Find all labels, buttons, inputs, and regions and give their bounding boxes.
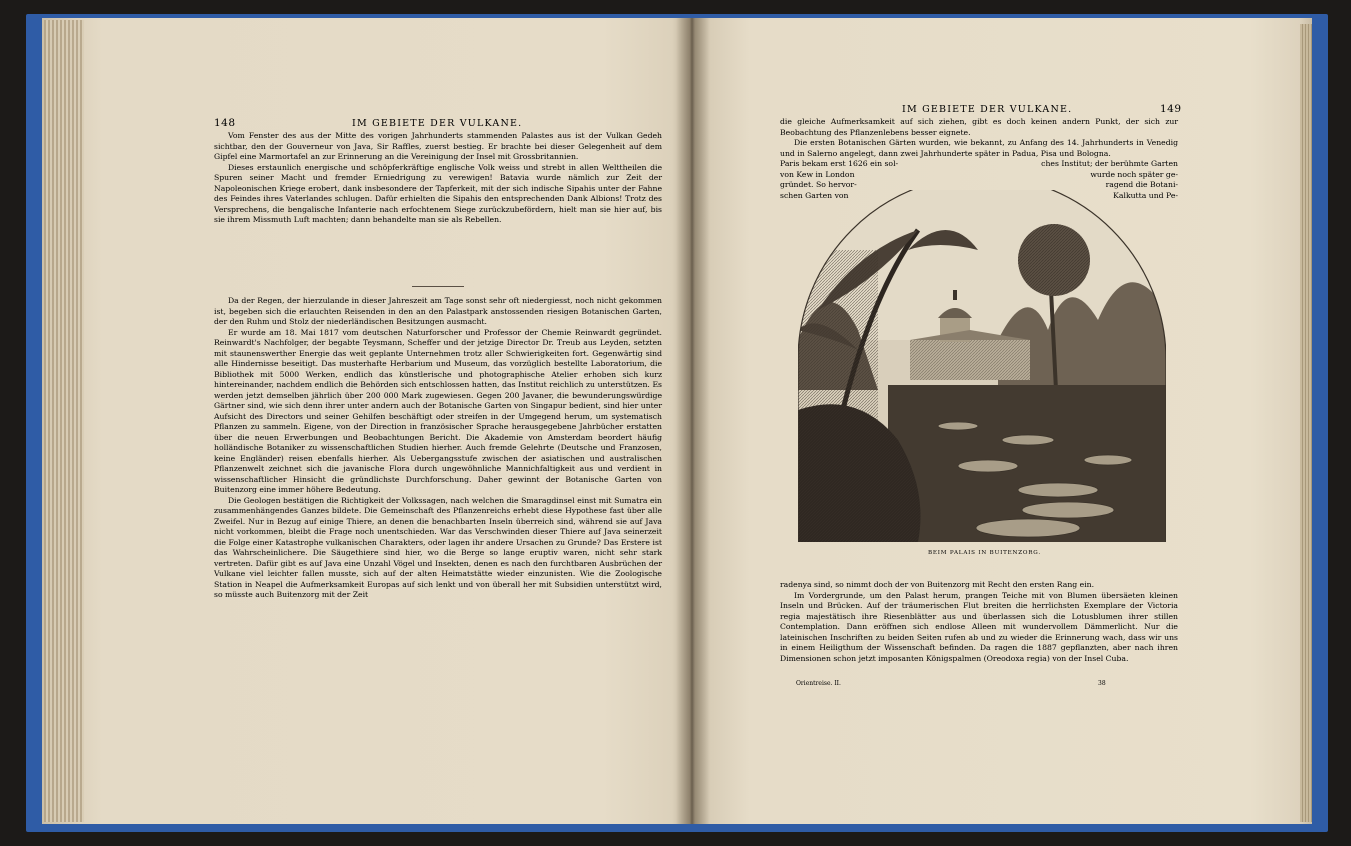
left-text-bottom (214, 296, 662, 601)
paragraph: Im Vordergrunde, um den Palast herum, prangen Teiche mit von Blumen übersäeten kleinen Inseln und Brücken. Auf der träumerischen Flut breiten die herrlichsten Exemplare der Victoria regia majestätisch ihre Riesenblätter aus und überlassen sich die Lotusblumen ihrer stillen Contemplation. Dann eröffnen sich endlose Alleen mit wundervollem Dämmerlicht. Nur die lateinischen Inschriften zu beiden Seiten rufen ab und zu wieder die Erinnerung wach, dass wir uns in einem Heiligthum der Wissenschaft befinden. Da ragen die 1887 gepflanzten, aber nach ihren Dimensionen schon jetzt imposanten Königspalmen (Oreodoxa regia) von der Insel Cuba. (780, 590, 1178, 663)
paragraph: Die Geologen bestätigen die Richtigkeit der Volkssagen, nach welchen die Smaragdinsel einst mit Sumatra ein zusammenhängendes Ganzes bildete. Die Gemeinschaft des Pflanzenreichs erhebt diese Hypothese fast über alle Zweifel. Nur in Bezug auf einige Thiere, an denen die benachbarten Inseln überreich sind, während sie auf Java nicht vorkommen, bleibt die Frage noch unentschieden. War das Verschwinden dieser Thiere auf Java seinerzeit die Folge einer Katastrophe vulkanischen Charakters, oder lagen ihr andere Ursachen zu Grunde? Das Erstere ist das Wahrscheinlichere. Die Säugethiere sind hier, wo die Berge so lange eruptiv waren, nicht sehr stark vertreten. Dafür gibt es auf Java eine Unzahl Vögel und Insekten, denen es nach den furchtbaren Ausbrüchen der Vulkane viel leichter fallen musste, sich auf der alten Heimatstätte wieder einzunisten. Wie die Zoologische Station in Neapel die Aufmerksamkeit Europas auf sich lenkt und von überall her mit Subsidien unterstützt wird, so müsste auch Buitenzorg mit der Zeit (214, 495, 662, 599)
left-page-number: 148 (214, 117, 236, 129)
paragraph: Da der Regen, der hierzulande in dieser Jahreszeit am Tage sonst sehr oft niedergiesst, noch nicht gekommen ist, begeben sich die erlauchten Reisenden in den an den Palastpark anstossenden riesigen Botanischen Garten, der den Ruhm und Stolz der niederländischen Besitzungen ausmacht. (214, 296, 662, 326)
footer-signature: Orientreise. II. (796, 680, 841, 687)
wrap-right: Kalkutta und Pe- (1113, 190, 1178, 200)
paragraph: radenya sind, so nimmt doch der von Buitenzorg mit Recht den ersten Rang ein. (780, 580, 1095, 589)
wrap-left: schen Garten von (780, 190, 849, 200)
page-edges-right (1300, 24, 1312, 822)
right-text-top (780, 117, 1178, 159)
wrap-left: von Kew in London (780, 169, 855, 179)
wrap-left: Paris bekam erst 1626 ein sol- (780, 159, 899, 168)
wrap-right: wurde noch später ge- (1090, 169, 1178, 179)
paragraph: Die ersten Botanischen Gärten wurden, wie bekannt, zu Anfang des 14. Jahrhunderts in Venedig und in Salerno angelegt, dann zwei Jahrhunderte später in Padua, Pisa und Bologna. (780, 138, 1178, 158)
left-text-top (214, 131, 662, 226)
left-running-head: IM GEBIETE DER VULKANE. (352, 118, 523, 129)
paragraph: die gleiche Aufmerksamkeit auf sich ziehen, gibt es doch keinen andern Punkt, der sich zur Beobachtung des Pflanzenlebens besser eignete. (780, 117, 1178, 137)
wrap-right: ches Institut; der berühmte Garten (1041, 159, 1178, 168)
paragraph: Dieses erstaunlich energische und schöpferkräftige englische Volk weiss und strebt in allen Welttheilen die Spuren seiner Macht und fremder Erniedrigung zu verewigen! Batavia wurde nämlich zur Zeit der Napoleonischen Kriege erobert, dank insbesondere der Tapferkeit, mit der sich indische Sipahis unter der Fahne des Feindes ihres Vaterlandes schlugen. Dafür erhielten die Sipahis den entsprechenden Dank Albions! Trotz des Versprechens, die bengalische Infanterie nach erfochtenem Siege zurückzubefördern, hielt man sie hier auf, bis sie ihrem Missmuth Luft machten; dann behandelte man sie als Rebellen. (214, 162, 662, 224)
footer-sheet-number: 38 (1098, 680, 1106, 687)
paragraph: Vom Fenster des aus der Mitte des vorigen Jahrhunderts stammenden Palastes aus ist der Vulkan Gedeh sichtbar, den der Gouverneur von Java, Sir Raffles, zuerst bestieg. Er brachte bei dieser Gelegenheit auf dem Gipfel eine Marmortafel an zur Erinnerung an die Vereinigung der Insel mit Grossbritannien. (214, 131, 662, 161)
book-gutter (676, 18, 710, 824)
illustration-caption: BEIM PALAIS IN BUITENZORG. (928, 550, 1041, 556)
right-page-number: 149 (1160, 103, 1182, 115)
paragraph: Er wurde am 18. Mai 1817 vom deutschen Naturforscher und Professor der Chemie Reinwardt gegründet. Reinwardt's Nachfolger, der begabte Teysmann, Scheffer und der jetzige Director Dr. Treub aus Leyden, setzten mit staunenswerther Energie das weit geplante Unternehmen trotz aller Schwierigkeiten fort. Gegenwärtig sind alle Hindernisse beseitigt. Das musterhafte Herbarium und Museum, das vorzüglich bestellte Laboratorium, die Bibliothek mit 5000 Werken, endlich das künstlerische und photographische Atelier erhoben sich kurz hintereinander, nachdem endlich die Behörden sich entschlossen hatten, das Institut reichlich zu unterstützen. Es werden jetzt demselben jährlich über 200 000 Mark zugewiesen. Gegen 200 Javaner, die bewunderungswürdige Gärtner sind, wie sich denn ihrer unter andern auch der Botanische Garten von Singapur bedient, sind hier unter Aufsicht des Directors und seiner Gehilfen beschäftigt oder streifen in der Umgegend herum, um systematisch Pflanzen zu sammeln. Eigene, von der Direction in französischer Sprache herausgegebene Jahrbücher erstatten über die neuen Erwerbungen und Beobachtungen Bericht. Die Akademie von Amsterdam beordert häufig holländische Botaniker zu wissenschaftlichen Studien hierher. Auch fremde Gelehrte (Deutsche und Franzosen, keine Engländer) reisen ebenfalls hierher. Als Uebergangsstufe zwischen der asiatischen und australischen Pflanzenwelt zeichnet sich die javanische Flora durch ungewöhnliche Mannichfaltigkeit aus und verdient in wissenschaftlicher Hinsicht die gründlichste Durchforschung. Daher gewinnt der Botanische Garten von Buitenzorg eine immer höhere Bedeutung. (214, 327, 662, 494)
section-divider (412, 286, 464, 287)
wrap-right: ragend die Botani- (1105, 180, 1178, 189)
right-running-head: IM GEBIETE DER VULKANE. (902, 104, 1073, 115)
wrap-left: gründet. So hervor- (780, 180, 857, 189)
page-edges-left (44, 20, 84, 822)
engraving-illustration (798, 190, 1166, 542)
right-text-bottom (780, 580, 1178, 664)
